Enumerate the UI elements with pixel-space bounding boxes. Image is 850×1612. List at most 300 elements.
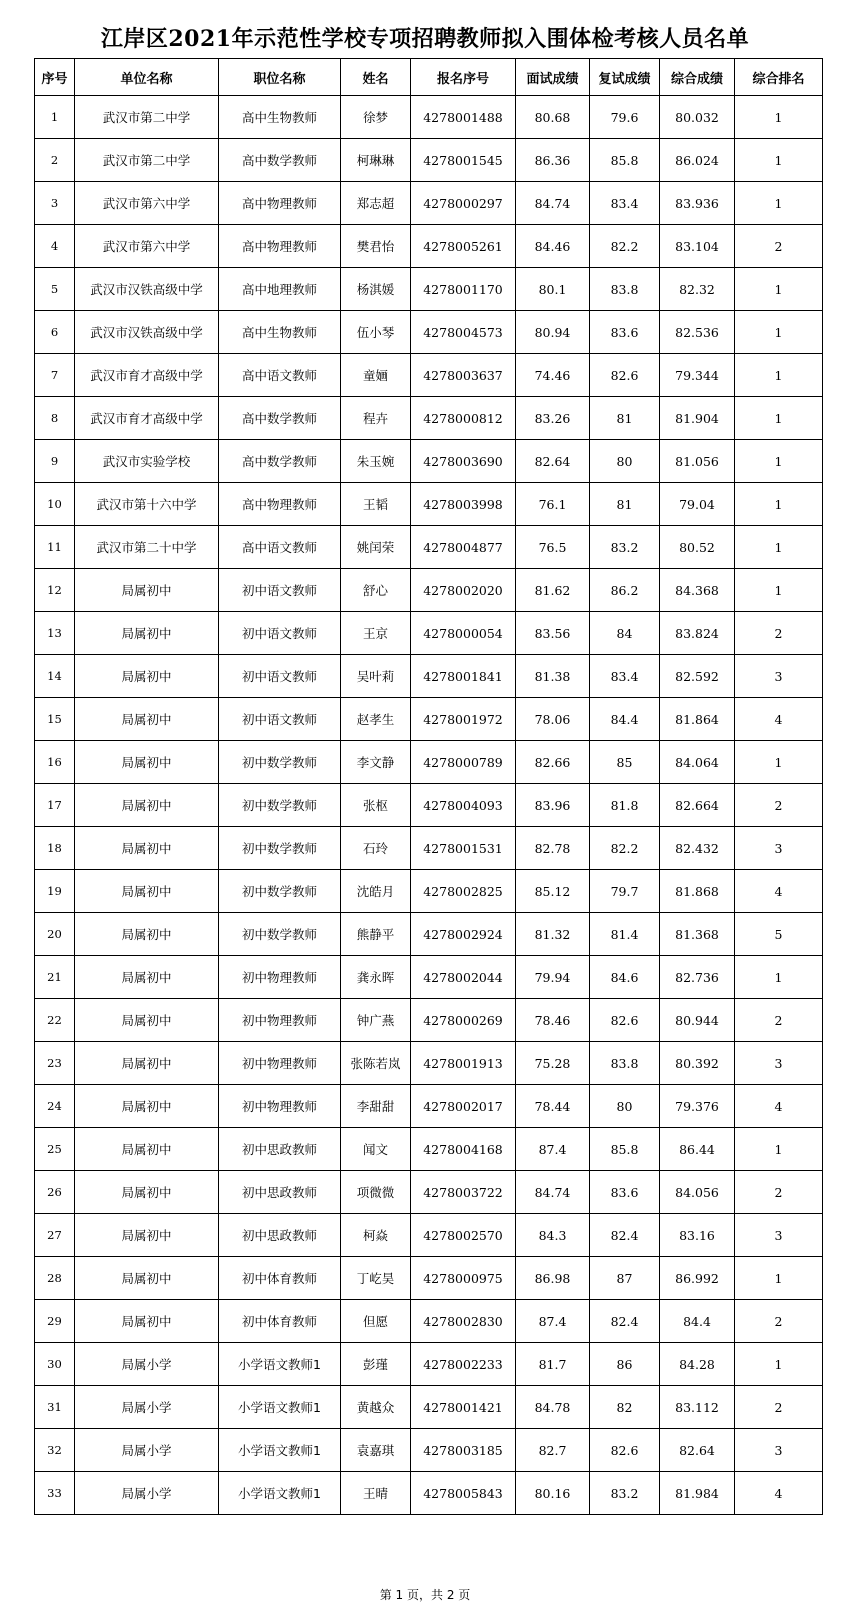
cell-reg-no: 4278005843 <box>411 1472 516 1515</box>
header-seq: 序号 <box>35 59 75 96</box>
cell-total-score: 82.32 <box>660 268 735 311</box>
cell-seq: 10 <box>35 483 75 526</box>
cell-total-score: 86.992 <box>660 1257 735 1300</box>
cell-retest-score: 83.8 <box>590 1042 660 1085</box>
cell-total-score: 79.04 <box>660 483 735 526</box>
cell-interview-score: 82.64 <box>516 440 590 483</box>
cell-seq: 21 <box>35 956 75 999</box>
cell-unit: 武汉市实验学校 <box>75 440 219 483</box>
cell-interview-score: 87.4 <box>516 1300 590 1343</box>
cell-reg-no: 4278003637 <box>411 354 516 397</box>
cell-reg-no: 4278001913 <box>411 1042 516 1085</box>
cell-unit: 武汉市第十六中学 <box>75 483 219 526</box>
cell-name: 舒心 <box>341 569 411 612</box>
cell-unit: 武汉市第六中学 <box>75 182 219 225</box>
cell-name: 张枢 <box>341 784 411 827</box>
header-name: 姓名 <box>341 59 411 96</box>
cell-retest-score: 79.6 <box>590 96 660 139</box>
cell-position: 小学语文教师1 <box>219 1386 341 1429</box>
cell-seq: 6 <box>35 311 75 354</box>
cell-position: 初中体育教师 <box>219 1257 341 1300</box>
cell-reg-no: 4278003998 <box>411 483 516 526</box>
cell-rank: 2 <box>735 999 823 1042</box>
cell-seq: 25 <box>35 1128 75 1171</box>
cell-position: 小学语文教师1 <box>219 1429 341 1472</box>
cell-name: 龚永晖 <box>341 956 411 999</box>
cell-name: 熊静平 <box>341 913 411 956</box>
cell-unit: 局属初中 <box>75 569 219 612</box>
cell-position: 初中思政教师 <box>219 1214 341 1257</box>
cell-retest-score: 84 <box>590 612 660 655</box>
cell-rank: 1 <box>735 268 823 311</box>
cell-total-score: 81.984 <box>660 1472 735 1515</box>
table-row <box>35 225 823 268</box>
table-row <box>35 827 823 870</box>
cell-seq: 3 <box>35 182 75 225</box>
cell-seq: 31 <box>35 1386 75 1429</box>
cell-reg-no: 4278004093 <box>411 784 516 827</box>
cell-position: 高中数学教师 <box>219 397 341 440</box>
cell-rank: 1 <box>735 139 823 182</box>
cell-name: 沈皓月 <box>341 870 411 913</box>
cell-position: 初中数学教师 <box>219 870 341 913</box>
table-row <box>35 1171 823 1214</box>
header-retest-score: 复试成绩 <box>590 59 660 96</box>
table-row <box>35 1085 823 1128</box>
cell-unit: 武汉市育才高级中学 <box>75 397 219 440</box>
table-row <box>35 741 823 784</box>
cell-seq: 1 <box>35 96 75 139</box>
cell-retest-score: 83.4 <box>590 182 660 225</box>
cell-total-score: 82.432 <box>660 827 735 870</box>
cell-rank: 4 <box>735 1472 823 1515</box>
cell-rank: 3 <box>735 655 823 698</box>
cell-unit: 局属初中 <box>75 1257 219 1300</box>
table-header-row <box>35 59 823 96</box>
cell-seq: 4 <box>35 225 75 268</box>
cell-position: 初中数学教师 <box>219 741 341 784</box>
table-row <box>35 1214 823 1257</box>
cell-unit: 武汉市第二十中学 <box>75 526 219 569</box>
cell-rank: 1 <box>735 526 823 569</box>
table-row <box>35 1257 823 1300</box>
cell-seq: 18 <box>35 827 75 870</box>
cell-interview-score: 87.4 <box>516 1128 590 1171</box>
cell-name: 赵孝生 <box>341 698 411 741</box>
cell-retest-score: 87 <box>590 1257 660 1300</box>
cell-total-score: 86.024 <box>660 139 735 182</box>
cell-reg-no: 4278002017 <box>411 1085 516 1128</box>
table-row <box>35 1343 823 1386</box>
cell-rank: 1 <box>735 354 823 397</box>
cell-name: 黄越众 <box>341 1386 411 1429</box>
cell-unit: 局属小学 <box>75 1472 219 1515</box>
cell-position: 初中语文教师 <box>219 698 341 741</box>
cell-position: 初中物理教师 <box>219 956 341 999</box>
table-row <box>35 1472 823 1515</box>
cell-position: 高中生物教师 <box>219 311 341 354</box>
cell-interview-score: 84.74 <box>516 1171 590 1214</box>
cell-total-score: 79.376 <box>660 1085 735 1128</box>
cell-interview-score: 74.46 <box>516 354 590 397</box>
cell-interview-score: 80.1 <box>516 268 590 311</box>
table-row <box>35 956 823 999</box>
table-row <box>35 999 823 1042</box>
cell-total-score: 83.104 <box>660 225 735 268</box>
cell-name: 石玲 <box>341 827 411 870</box>
cell-position: 小学语文教师1 <box>219 1472 341 1515</box>
cell-reg-no: 4278002830 <box>411 1300 516 1343</box>
cell-rank: 1 <box>735 1257 823 1300</box>
table-row <box>35 440 823 483</box>
cell-rank: 3 <box>735 1042 823 1085</box>
table-row <box>35 268 823 311</box>
cell-interview-score: 83.96 <box>516 784 590 827</box>
header-position: 职位名称 <box>219 59 341 96</box>
cell-name: 袁嘉琪 <box>341 1429 411 1472</box>
cell-position: 高中语文教师 <box>219 526 341 569</box>
cell-unit: 局属初中 <box>75 870 219 913</box>
cell-name: 李甜甜 <box>341 1085 411 1128</box>
cell-reg-no: 4278004877 <box>411 526 516 569</box>
cell-rank: 1 <box>735 1343 823 1386</box>
cell-retest-score: 83.6 <box>590 1171 660 1214</box>
cell-interview-score: 79.94 <box>516 956 590 999</box>
cell-position: 高中语文教师 <box>219 354 341 397</box>
cell-position: 初中物理教师 <box>219 1042 341 1085</box>
cell-interview-score: 82.66 <box>516 741 590 784</box>
table-row <box>35 1042 823 1085</box>
cell-unit: 局属初中 <box>75 612 219 655</box>
cell-retest-score: 81 <box>590 483 660 526</box>
cell-total-score: 79.344 <box>660 354 735 397</box>
table-row <box>35 1429 823 1472</box>
cell-unit: 局属初中 <box>75 655 219 698</box>
page-title: 江岸区2021年示范性学校专项招聘教师拟入围体检考核人员名单 <box>100 26 750 52</box>
cell-reg-no: 4278002020 <box>411 569 516 612</box>
cell-retest-score: 82.2 <box>590 225 660 268</box>
cell-total-score: 84.064 <box>660 741 735 784</box>
cell-unit: 武汉市育才高级中学 <box>75 354 219 397</box>
cell-seq: 5 <box>35 268 75 311</box>
cell-retest-score: 82.4 <box>590 1300 660 1343</box>
cell-retest-score: 82 <box>590 1386 660 1429</box>
cell-name: 李文静 <box>341 741 411 784</box>
cell-interview-score: 75.28 <box>516 1042 590 1085</box>
cell-interview-score: 76.1 <box>516 483 590 526</box>
cell-rank: 4 <box>735 1085 823 1128</box>
cell-position: 初中思政教师 <box>219 1128 341 1171</box>
table-row <box>35 1386 823 1429</box>
cell-position: 高中物理教师 <box>219 483 341 526</box>
cell-seq: 28 <box>35 1257 75 1300</box>
cell-interview-score: 81.38 <box>516 655 590 698</box>
cell-total-score: 82.592 <box>660 655 735 698</box>
cell-position: 小学语文教师1 <box>219 1343 341 1386</box>
cell-position: 初中语文教师 <box>219 655 341 698</box>
cell-retest-score: 86.2 <box>590 569 660 612</box>
cell-rank: 1 <box>735 182 823 225</box>
table-row <box>35 354 823 397</box>
cell-position: 初中物理教师 <box>219 1085 341 1128</box>
cell-seq: 12 <box>35 569 75 612</box>
cell-total-score: 81.864 <box>660 698 735 741</box>
cell-retest-score: 82.4 <box>590 1214 660 1257</box>
table-row <box>35 526 823 569</box>
cell-total-score: 83.16 <box>660 1214 735 1257</box>
cell-reg-no: 4278000812 <box>411 397 516 440</box>
cell-seq: 27 <box>35 1214 75 1257</box>
cell-position: 初中思政教师 <box>219 1171 341 1214</box>
cell-total-score: 82.64 <box>660 1429 735 1472</box>
table-row <box>35 182 823 225</box>
cell-interview-score: 78.06 <box>516 698 590 741</box>
cell-name: 丁屹昊 <box>341 1257 411 1300</box>
cell-name: 但愿 <box>341 1300 411 1343</box>
cell-total-score: 84.4 <box>660 1300 735 1343</box>
cell-retest-score: 80 <box>590 1085 660 1128</box>
cell-name: 王韬 <box>341 483 411 526</box>
table-row <box>35 913 823 956</box>
cell-interview-score: 78.44 <box>516 1085 590 1128</box>
cell-position: 初中体育教师 <box>219 1300 341 1343</box>
cell-retest-score: 81 <box>590 397 660 440</box>
cell-name: 伍小琴 <box>341 311 411 354</box>
cell-reg-no: 4278001170 <box>411 268 516 311</box>
cell-rank: 4 <box>735 698 823 741</box>
cell-unit: 局属初中 <box>75 1128 219 1171</box>
cell-reg-no: 4278002924 <box>411 913 516 956</box>
cell-position: 初中语文教师 <box>219 569 341 612</box>
cell-rank: 1 <box>735 1128 823 1171</box>
cell-position: 初中语文教师 <box>219 612 341 655</box>
cell-name: 闻文 <box>341 1128 411 1171</box>
cell-interview-score: 83.56 <box>516 612 590 655</box>
header-rank: 综合排名 <box>735 59 823 96</box>
cell-retest-score: 79.7 <box>590 870 660 913</box>
cell-retest-score: 85.8 <box>590 139 660 182</box>
cell-reg-no: 4278003185 <box>411 1429 516 1472</box>
cell-seq: 2 <box>35 139 75 182</box>
table-row <box>35 655 823 698</box>
cell-retest-score: 80 <box>590 440 660 483</box>
cell-rank: 1 <box>735 569 823 612</box>
cell-interview-score: 82.7 <box>516 1429 590 1472</box>
cell-unit: 武汉市汉铁高级中学 <box>75 268 219 311</box>
cell-seq: 11 <box>35 526 75 569</box>
cell-rank: 1 <box>735 96 823 139</box>
cell-interview-score: 86.36 <box>516 139 590 182</box>
cell-rank: 2 <box>735 612 823 655</box>
cell-retest-score: 83.4 <box>590 655 660 698</box>
cell-reg-no: 4278002233 <box>411 1343 516 1386</box>
cell-retest-score: 82.6 <box>590 354 660 397</box>
cell-name: 柯琳琳 <box>341 139 411 182</box>
table-row <box>35 698 823 741</box>
cell-interview-score: 84.74 <box>516 182 590 225</box>
cell-total-score: 80.944 <box>660 999 735 1042</box>
cell-position: 初中数学教师 <box>219 913 341 956</box>
cell-total-score: 84.056 <box>660 1171 735 1214</box>
cell-name: 张陈若岚 <box>341 1042 411 1085</box>
cell-name: 姚闰荣 <box>341 526 411 569</box>
cell-seq: 15 <box>35 698 75 741</box>
cell-position: 高中数学教师 <box>219 440 341 483</box>
cell-retest-score: 85.8 <box>590 1128 660 1171</box>
cell-retest-score: 81.8 <box>590 784 660 827</box>
cell-unit: 局属初中 <box>75 956 219 999</box>
cell-unit: 武汉市汉铁高级中学 <box>75 311 219 354</box>
cell-interview-score: 76.5 <box>516 526 590 569</box>
cell-unit: 局属初中 <box>75 1171 219 1214</box>
cell-total-score: 80.032 <box>660 96 735 139</box>
cell-rank: 1 <box>735 483 823 526</box>
cell-seq: 29 <box>35 1300 75 1343</box>
table-body <box>35 96 823 1515</box>
candidate-table <box>34 58 823 1515</box>
table-row <box>35 311 823 354</box>
cell-name: 郑志超 <box>341 182 411 225</box>
cell-reg-no: 4278004573 <box>411 311 516 354</box>
cell-rank: 3 <box>735 1429 823 1472</box>
cell-interview-score: 82.78 <box>516 827 590 870</box>
table-row <box>35 612 823 655</box>
cell-interview-score: 81.62 <box>516 569 590 612</box>
cell-unit: 武汉市第二中学 <box>75 96 219 139</box>
table-row <box>35 784 823 827</box>
cell-rank: 2 <box>735 1386 823 1429</box>
cell-seq: 30 <box>35 1343 75 1386</box>
cell-retest-score: 86 <box>590 1343 660 1386</box>
table-row <box>35 1300 823 1343</box>
cell-total-score: 83.824 <box>660 612 735 655</box>
cell-unit: 局属初中 <box>75 827 219 870</box>
cell-retest-score: 81.4 <box>590 913 660 956</box>
cell-total-score: 80.392 <box>660 1042 735 1085</box>
cell-reg-no: 4278002044 <box>411 956 516 999</box>
table-row <box>35 139 823 182</box>
cell-retest-score: 83.8 <box>590 268 660 311</box>
cell-retest-score: 82.2 <box>590 827 660 870</box>
cell-unit: 局属初中 <box>75 784 219 827</box>
cell-seq: 16 <box>35 741 75 784</box>
cell-reg-no: 4278001972 <box>411 698 516 741</box>
cell-seq: 19 <box>35 870 75 913</box>
cell-total-score: 84.28 <box>660 1343 735 1386</box>
cell-rank: 3 <box>735 827 823 870</box>
cell-name: 王晴 <box>341 1472 411 1515</box>
cell-name: 程卉 <box>341 397 411 440</box>
cell-name: 吴叶莉 <box>341 655 411 698</box>
cell-interview-score: 80.16 <box>516 1472 590 1515</box>
cell-rank: 2 <box>735 1171 823 1214</box>
table-row <box>35 870 823 913</box>
cell-total-score: 82.536 <box>660 311 735 354</box>
cell-rank: 4 <box>735 870 823 913</box>
cell-reg-no: 4278001531 <box>411 827 516 870</box>
cell-position: 高中物理教师 <box>219 182 341 225</box>
cell-name: 樊君怡 <box>341 225 411 268</box>
cell-unit: 局属初中 <box>75 1300 219 1343</box>
cell-reg-no: 4278005261 <box>411 225 516 268</box>
cell-rank: 3 <box>735 1214 823 1257</box>
cell-seq: 23 <box>35 1042 75 1085</box>
cell-name: 柯焱 <box>341 1214 411 1257</box>
cell-rank: 1 <box>735 440 823 483</box>
cell-rank: 2 <box>735 225 823 268</box>
cell-retest-score: 82.6 <box>590 1429 660 1472</box>
table-row <box>35 1128 823 1171</box>
cell-name: 徐梦 <box>341 96 411 139</box>
cell-unit: 局属小学 <box>75 1343 219 1386</box>
cell-rank: 1 <box>735 311 823 354</box>
cell-reg-no: 4278000975 <box>411 1257 516 1300</box>
cell-retest-score: 83.6 <box>590 311 660 354</box>
cell-total-score: 83.112 <box>660 1386 735 1429</box>
cell-interview-score: 80.68 <box>516 96 590 139</box>
cell-reg-no: 4278001545 <box>411 139 516 182</box>
cell-name: 钟广燕 <box>341 999 411 1042</box>
cell-rank: 1 <box>735 956 823 999</box>
header-interview-score: 面试成绩 <box>516 59 590 96</box>
cell-total-score: 81.868 <box>660 870 735 913</box>
cell-seq: 33 <box>35 1472 75 1515</box>
cell-reg-no: 4278001841 <box>411 655 516 698</box>
cell-name: 王京 <box>341 612 411 655</box>
cell-unit: 局属小学 <box>75 1429 219 1472</box>
cell-seq: 32 <box>35 1429 75 1472</box>
page-footer: 第 1 页，共 2 页 <box>379 1588 471 1602</box>
cell-retest-score: 84.4 <box>590 698 660 741</box>
cell-seq: 9 <box>35 440 75 483</box>
cell-unit: 武汉市第六中学 <box>75 225 219 268</box>
cell-total-score: 83.936 <box>660 182 735 225</box>
cell-unit: 局属初中 <box>75 741 219 784</box>
cell-seq: 20 <box>35 913 75 956</box>
cell-interview-score: 84.78 <box>516 1386 590 1429</box>
cell-seq: 14 <box>35 655 75 698</box>
cell-unit: 局属初中 <box>75 1085 219 1128</box>
cell-total-score: 82.736 <box>660 956 735 999</box>
header-total-score: 综合成绩 <box>660 59 735 96</box>
cell-rank: 1 <box>735 741 823 784</box>
cell-seq: 24 <box>35 1085 75 1128</box>
cell-unit: 局属初中 <box>75 1214 219 1257</box>
cell-position: 高中数学教师 <box>219 139 341 182</box>
cell-unit: 局属小学 <box>75 1386 219 1429</box>
cell-interview-score: 81.32 <box>516 913 590 956</box>
cell-position: 高中生物教师 <box>219 96 341 139</box>
cell-reg-no: 4278002570 <box>411 1214 516 1257</box>
cell-retest-score: 83.2 <box>590 526 660 569</box>
cell-interview-score: 80.94 <box>516 311 590 354</box>
cell-total-score: 81.368 <box>660 913 735 956</box>
table-row <box>35 569 823 612</box>
cell-name: 杨淇媛 <box>341 268 411 311</box>
cell-interview-score: 85.12 <box>516 870 590 913</box>
header-reg-no: 报名序号 <box>411 59 516 96</box>
cell-position: 高中物理教师 <box>219 225 341 268</box>
cell-reg-no: 4278003690 <box>411 440 516 483</box>
cell-position: 初中物理教师 <box>219 999 341 1042</box>
cell-reg-no: 4278003722 <box>411 1171 516 1214</box>
cell-seq: 17 <box>35 784 75 827</box>
table-row <box>35 96 823 139</box>
cell-unit: 局属初中 <box>75 698 219 741</box>
cell-total-score: 86.44 <box>660 1128 735 1171</box>
cell-total-score: 81.056 <box>660 440 735 483</box>
cell-rank: 2 <box>735 784 823 827</box>
